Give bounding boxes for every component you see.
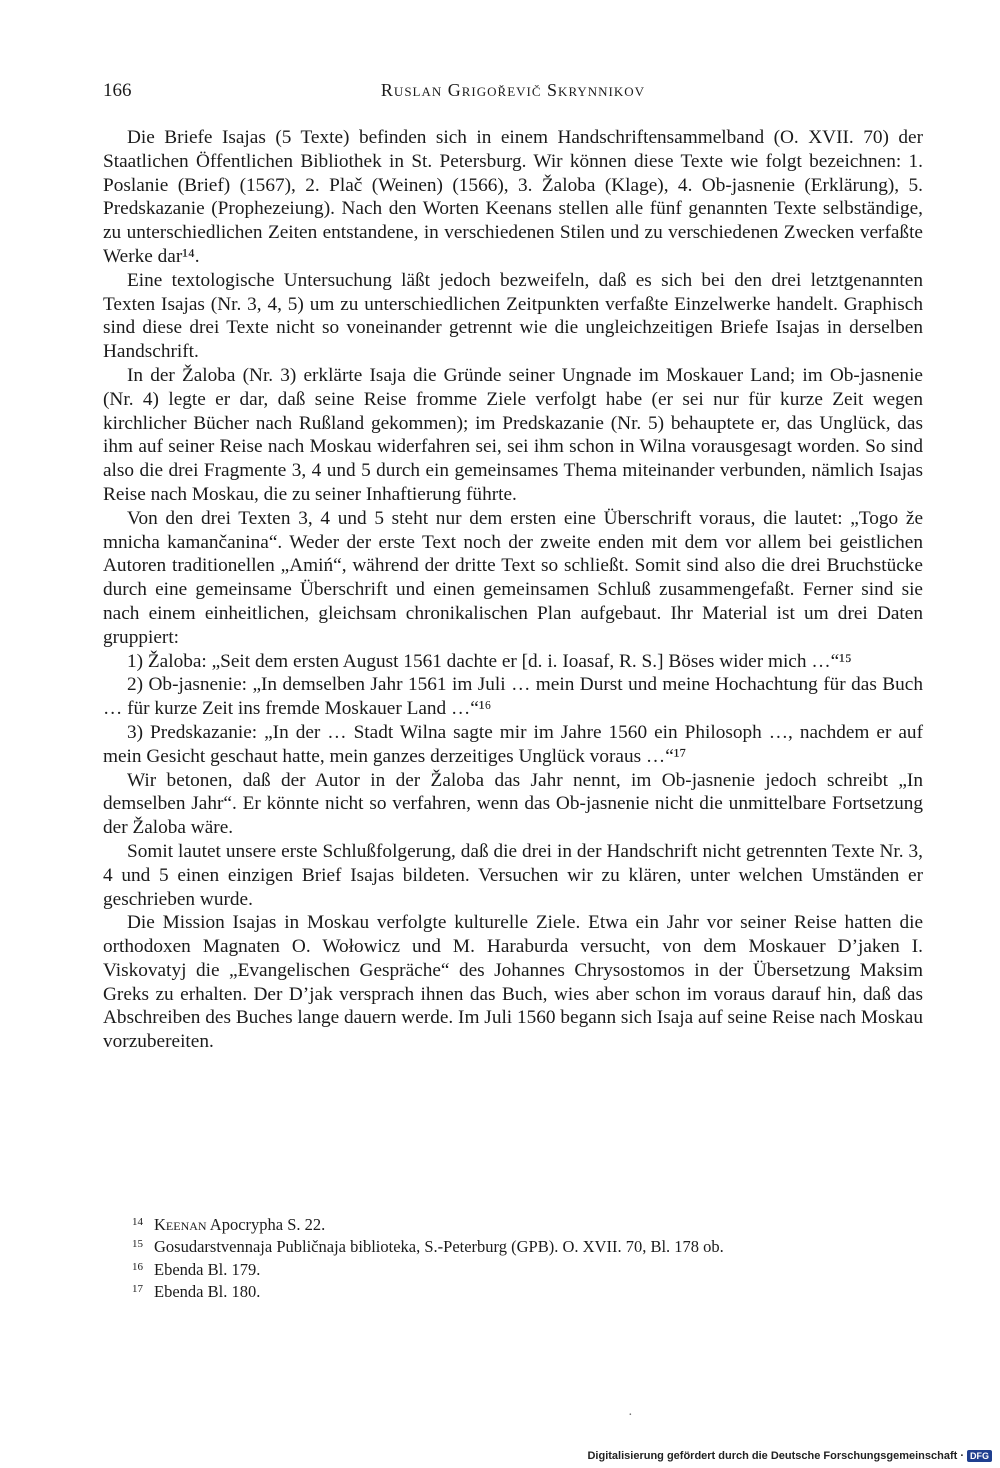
stray-mark: ·: [628, 1408, 633, 1423]
dfg-logo-icon: DFG: [967, 1450, 992, 1462]
quote-item: 2) Ob-jasnenie: „In demselben Jahr 1561 im Juli … mein Durst und meine Hochachtung für das Buch … für kurze Zeit ins fremde Moskauer Land …“¹⁶: [103, 674, 923, 720]
paragraph: Eine textologische Untersuchung läßt jedoch bezweifeln, daß es sich bei den drei letztgenannten Texten Isajas (Nr. 3, 4, 5) um zu unterschiedlichen Zeitpunkten verfaßte Einzelwerke handelt. Graphisch sind diese drei Texte nicht so voneinander getrennt wie die ungleichzeitigen Briefe Isajas in derselben Handschrift.: [103, 269, 923, 363]
footnote: [132, 1214, 932, 1236]
footnote-text: Gosudarstvennaja Publičnaja biblioteka, S.-Peterburg (GPB). O. XVII. 70, Bl. 178 ob.: [154, 1237, 724, 1257]
page-number: 166: [103, 80, 132, 101]
running-head: Ruslan Grigořevič Skrynnikov: [380, 80, 646, 100]
footnote: [132, 1281, 932, 1303]
footnote-author: Keenan: [154, 1215, 207, 1234]
footnote: [132, 1259, 932, 1281]
digitization-credit: [587, 1450, 992, 1462]
page-header: [103, 80, 923, 110]
quote-item: 3) Predskazanie: „In der … Stadt Wilna sagte mir im Jahre 1560 ein Philosoph …, nachdem er auf mein Gesicht geschaut hatte, mein ganzes derzeitiges Unglück voraus …“¹⁷: [103, 721, 923, 767]
footnote-number: 15: [132, 1238, 143, 1251]
footnote-number: 14: [132, 1216, 143, 1228]
quote-item: 1) Žaloba: „Seit dem ersten August 1561 dachte er [d. i. Ioasaf, R. S.] Böses wider mich …“¹⁵: [127, 650, 852, 672]
footnotes: [132, 1214, 932, 1304]
body-text: [103, 126, 923, 1054]
credit-text: Digitalisierung gefördert durch die Deutsche Forschungsgemeinschaft ·: [587, 1450, 964, 1462]
paragraph: Wir betonen, daß der Autor in der Žaloba das Jahr nennt, im Ob-jasnenie jedoch schreibt „In demselben Jahr“. Er könnte nicht so verfahren, wenn das Ob-jasnenie nicht die unmittelbare Fortsetzung der Žaloba wäre.: [103, 769, 923, 839]
paragraph: Die Briefe Isajas (5 Texte) befinden sich in einem Handschriftensammelband (O. XVII. 70) der Staatlichen Öffentlichen Bibliothek in St. Petersburg. Wir können diese Texte wie folgt bezeichnen: 1. Poslanie (Brief) (1567), 2. Plač (Weinen) (1566), 3. Žaloba (Klage), 4. Ob-jasnenie (Erklärung), 5. Predskazanie (Prophezeiung). Nach den Worten Keenans stellen alle fünf genannten Texte selbständige, zu unterschiedlichen Zeiten entstandene, in verschiedenen Stilen und zu verschiedenen Zwecken verfaßte Werke dar¹⁴.: [103, 127, 923, 267]
footnote-text: Ebenda Bl. 180.: [154, 1282, 261, 1302]
paragraph: Somit lautet unsere erste Schlußfolgerung, daß die drei in der Handschrift nicht getrennten Texte Nr. 3, 4 und 5 einen einzigen Brief Isajas bildeten. Versuchen wir zu klären, unter welchen Umständen er geschrieben wurde.: [103, 840, 923, 910]
paragraph: Von den drei Texten 3, 4 und 5 steht nur dem ersten eine Überschrift voraus, die lautet: „Togo že mnicha kamančanina“. Weder der erste Text noch der zweite enden mit dem vor allem bei geistlichen Autoren traditionellen „Amiń“, während der dritte Text so schließt. Somit sind also die drei Bruchstücke durch eine gemeinsame Überschrift und einen gemeinsamen Schluß zusammengefaßt. Ferner sind sie nach einem einheitlichen, gleichsam chronikalischen Plan aufgebaut. Ihr Material ist um drei Daten gruppiert:: [103, 507, 923, 648]
footnote: [132, 1236, 932, 1258]
footnote-text: Apocrypha S. 22.: [206, 1215, 326, 1234]
footnote-number: 16: [132, 1260, 143, 1273]
footnote-number: 17: [132, 1283, 143, 1296]
paragraph: Die Mission Isajas in Moskau verfolgte kulturelle Ziele. Etwa ein Jahr vor seiner Reise hatten die orthodoxen Magnaten O. Wołowicz und M. Haraburda versucht, von dem Moskauer D’jaken I. Viskovatyj die „Evangelischen Gespräche“ des Johannes Chrysostomos in der Übersetzung Maksim Greks zu erhalten. Der D’jak versprach ihnen das Buch, wies aber schon im voraus darauf hin, daß das Abschreiben des Buches lange dauern werde. Im Juli 1560 begann sich Isaja auf seine Reise nach Moskau vorzubereiten.: [103, 912, 923, 1053]
paragraph: In der Žaloba (Nr. 3) erklärte Isaja die Gründe seiner Ungnade im Moskauer Land; im Ob-jasnenie (Nr. 4) legte er dar, daß seine Reise fromme Ziele verfolgt habe (er sei nur für kurze Zeit wegen kirchlicher Bücher nach Rußland gekommen); im Predskazanie (Nr. 5) behauptete er, das Unglück, das ihm auf seiner Reise nach Moskau widerfahren sei, sei ihm schon in Wilna vorausgesagt worden. So sind also die drei Fragmente 3, 4 und 5 durch ein gemeinsames Thema miteinander verbunden, nämlich Isajas Reise nach Moskau, die zu seiner Inhaftierung führte.: [103, 364, 923, 505]
footnote-text: Ebenda Bl. 179.: [154, 1259, 261, 1279]
